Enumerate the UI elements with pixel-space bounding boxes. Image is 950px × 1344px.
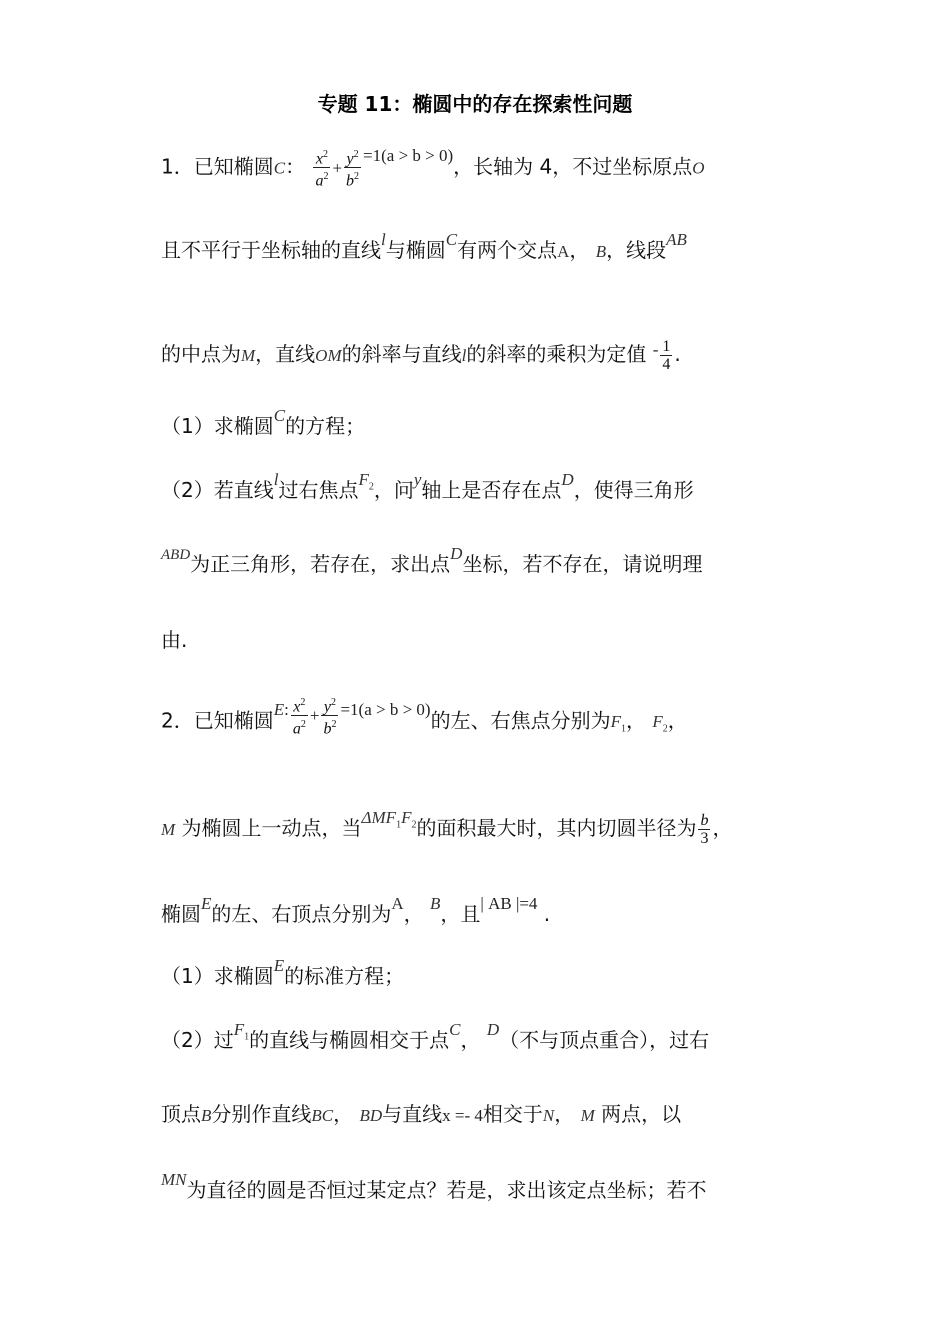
p2-question-2-line-3: $^{MN}$为直径的圆是否恒过某定点？若是，求出该定点坐标；若不 — [161, 1170, 707, 1202]
p1-question-2-line-1: （2）若直线$^l$过右焦点$^{F_2}$，问$^y$轴上是否存在点$^D$，使得三角形 — [161, 470, 694, 502]
p1-line-1: 1．已知椭圆C： $\frac{x^2}{a^2}$ + $\frac{y^2}{b^2}$ $^{=1(a > b > 0)}$，长轴为 4，不过坐标原点O — [161, 146, 705, 190]
p2-question-2-line-1: （2）过$^{F_1}$的直线与椭圆相交于点$^C$， $^D$（不与顶点重合），过右 — [161, 1020, 710, 1052]
fraction-x2-a2-p2: $\frac{x^2}{a^2}$ — [292, 697, 306, 738]
fraction-y2-b2: $\frac{y^2}{b^2}$ — [346, 149, 360, 190]
fraction-one-quarter: $\frac{1}{4}$ — [662, 338, 671, 373]
p2-question-1: （1）求椭圆$^E$的标准方程； — [161, 956, 405, 988]
fraction-b-over-3: $\frac{b}{3}$ — [700, 812, 709, 847]
p1-question-2-line-3: 由. — [161, 628, 188, 652]
p2-line-1: 2．已知椭圆$^{E:}$ $\frac{x^2}{a^2}$ + $\frac{y^2}{b^2}$ $^{=1(a > b > 0)}$的左、右焦点分别为$F_1$， $F_2$， — [161, 700, 688, 744]
p1-line-3: 的中点为M，直线OM的斜率与直线l的斜率的乘积为定值 - $\frac{1}{4}$ . — [161, 338, 681, 373]
ellipse-condition-p2: =1(a > b > 0) — [340, 700, 431, 720]
p2-line-2: M 为椭圆上一动点，当$^{\Delta MF_1F_2}$的面积最大时，其内切圆半径为 $\frac{b}{3}$ ， — [161, 808, 733, 847]
p1-line-2: 且不平行于坐标轴的直线$^l$与椭圆$^C$有两个交点A， B，线段$^{AB}$ — [161, 230, 687, 262]
p1-question-1: （1）求椭圆$^C$的方程； — [161, 406, 366, 438]
fraction-x2-a2: $\frac{x^2}{a^2}$ — [315, 149, 329, 190]
page-title: 专题 11：椭圆中的存在探索性问题 — [317, 92, 633, 116]
p2-line-3: 椭圆$^E$的左、右顶点分别为$^A$， $^B$，且$^{| AB |=4}$ . — [161, 894, 551, 926]
ellipse-condition: =1(a > b > 0) — [363, 146, 454, 166]
fraction-y2-b2-p2: $\frac{y^2}{b^2}$ — [323, 697, 337, 738]
p2-question-2-line-2: 顶点B分别作直线BC， BD与直线x =- 4相交于N， M 两点，以 — [161, 1102, 682, 1126]
p1-question-2-line-2: $^{ABD}$为正三角形，若存在，求出点$^D$坐标，若不存在，请说明理 — [161, 544, 703, 576]
